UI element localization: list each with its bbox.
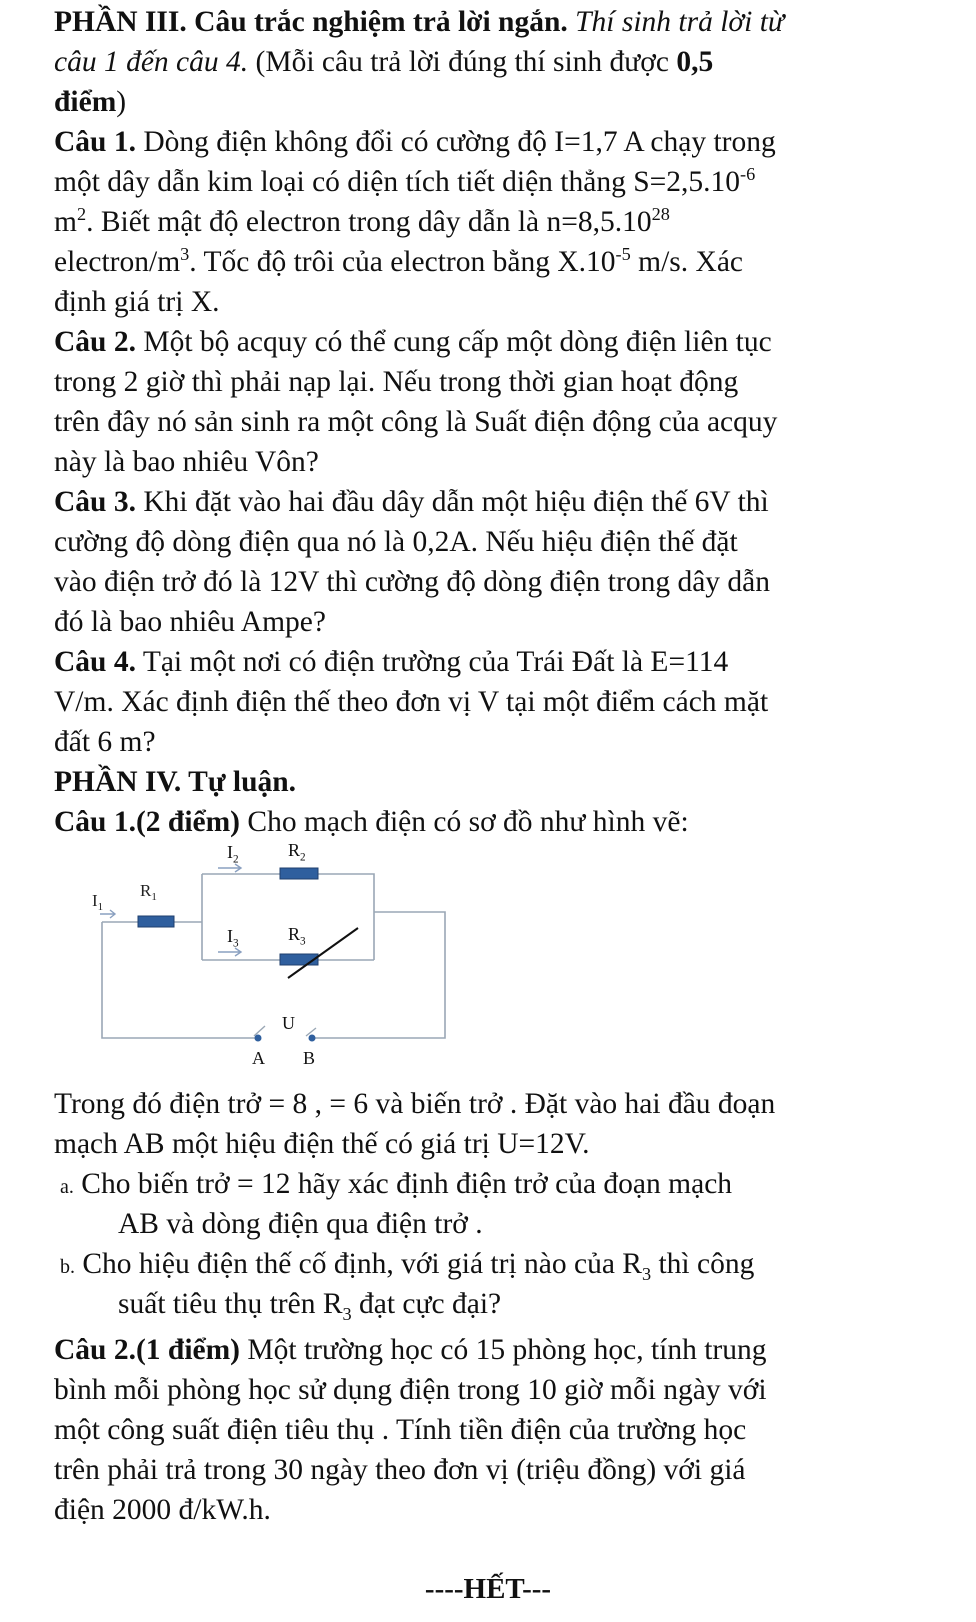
- resistor-r1: [138, 916, 174, 927]
- terminal-b: [309, 1035, 316, 1042]
- q1-line2: một dây dẫn kim loại có diện tích tiết diện thẳng $S=2,5.10^{-6}$: [54, 164, 756, 198]
- q3-label: Câu 3.: [54, 486, 136, 518]
- p4q1-b-line2: suất tiêu thụ trên $R_3$ đạt cực đại?: [118, 1288, 502, 1324]
- part3-heading-line3: điểm): [54, 86, 127, 118]
- q3-line4: đó là bao nhiêu Ampe?: [54, 606, 326, 638]
- label-i1: $I_1$: [92, 891, 104, 913]
- q2-line4: này là bao nhiêu Vôn?: [54, 446, 319, 478]
- q4-line2: V/m. Xác định điện thế theo đơn vị V tại một điểm cách mặt: [54, 686, 769, 718]
- q3-line1: Câu 3. Khi đặt vào hai đầu dây dẫn một hiệu điện thế 6V thì: [54, 486, 769, 518]
- p4q2-label: Câu 2.(1 điểm): [54, 1334, 241, 1366]
- q3-line2: cường độ dòng điện qua nó là 0,2A. Nếu hiệu điện thế đặt: [54, 526, 738, 558]
- end-marker: ----HẾT---: [424, 1573, 552, 1605]
- wire-top-b: [318, 874, 374, 960]
- circuit-diagram: [90, 860, 470, 1110]
- label-i2: $I_2$: [227, 842, 239, 866]
- label-b: B: [303, 1048, 316, 1068]
- p4q2-line2: bình mỗi phòng học sử dụng điện trong 10 giờ mỗi ngày với: [54, 1374, 767, 1406]
- q1-line5: định giá trị X.: [54, 286, 220, 318]
- part3-heading-line2: câu 1 đến câu 4. (Mỗi câu trả lời đúng thí sinh được 0,5: [54, 46, 714, 78]
- q1-line4: electron/$m^3$. Tốc độ trôi của electron bằng $X.10^{-5}$ m/s. Xác: [54, 244, 744, 278]
- part4-heading: PHẦN IV. Tự luận.: [54, 766, 297, 798]
- label-r1: $R_1$: [140, 881, 157, 903]
- label-i3: $I_3$: [227, 926, 239, 950]
- q2-line3: trên đây nó sản sinh ra một công là Suất điện động của acquy: [54, 406, 778, 438]
- wire-right: [312, 912, 445, 1038]
- label-r3: $R_3$: [288, 924, 306, 948]
- label-u: U: [282, 1013, 295, 1033]
- q3-line3: vào điện trở đó là 12V thì cường độ dòng điện trong dây dẫn: [54, 566, 771, 598]
- part3-heading-line1: PHẦN III. Câu trắc nghiệm trả lời ngắn. Thí sinh trả lời từ: [54, 6, 785, 38]
- p4q1-para2: mạch AB một hiệu điện thế có giá trị U=12V.: [54, 1128, 590, 1160]
- q2-label: Câu 2.: [54, 326, 136, 358]
- q2-line2: trong 2 giờ thì phải nạp lại. Nếu trong thời gian hoạt động: [54, 366, 739, 398]
- p4q2-line1: Câu 2.(1 điểm) Một trường học có 15 phòng học, tính trung: [54, 1334, 767, 1366]
- p4q2-line4: trên phải trả trong 30 ngày theo đơn vị (triệu đồng) với giá: [54, 1454, 746, 1486]
- p4q1-b-line1: b. Cho hiệu điện thế cố định, với giá trị nào của $R_3$ thì công: [60, 1248, 755, 1284]
- q2-line1: Câu 2. Một bộ acquy có thể cung cấp một dòng điện liên tục: [54, 326, 772, 358]
- q4-line1: Câu 4. Tại một nơi có điện trường của Trái Đất là E=114: [54, 646, 729, 678]
- p4q1-para1: Trong đó điện trở = 8 , = 6 và biến trở . Đặt vào hai đầu đoạn: [54, 1088, 776, 1120]
- resistor-r2: [280, 868, 318, 879]
- label-a: A: [252, 1048, 265, 1068]
- p4q1-line1: Câu 1.(2 điểm) Cho mạch điện có sơ đồ như hình vẽ:: [54, 806, 689, 838]
- q1-line1: Câu 1. Dòng điện không đổi có cường độ I=1,7 A chạy trong: [54, 126, 776, 158]
- current-arrows: [100, 864, 241, 956]
- q1-label: Câu 1.: [54, 126, 136, 158]
- q4-line3: đất 6 m?: [54, 726, 156, 758]
- p4q2-line5: điện 2000 đ/kW.h.: [54, 1494, 271, 1526]
- p4q1-a-line2: AB và dòng điện qua điện trở .: [118, 1208, 483, 1240]
- p4q1-label: Câu 1.(2 điểm): [54, 806, 241, 838]
- q4-label: Câu 4.: [54, 646, 136, 678]
- part3-heading: PHẦN III. Câu trắc nghiệm trả lời ngắn.: [54, 6, 568, 38]
- p4q1-a-line1: a. Cho biến trở = 12 hãy xác định điện trở của đoạn mạch: [60, 1168, 733, 1200]
- terminal-a: [255, 1035, 262, 1042]
- q1-line3: $m^2$. Biết mật độ electron trong dây dẫn là $n=8,5.10^{28}$: [54, 204, 670, 238]
- label-r2: $R_2$: [288, 840, 306, 864]
- p4q2-line3: một công suất điện tiêu thụ . Tính tiền điện của trường học: [54, 1414, 747, 1446]
